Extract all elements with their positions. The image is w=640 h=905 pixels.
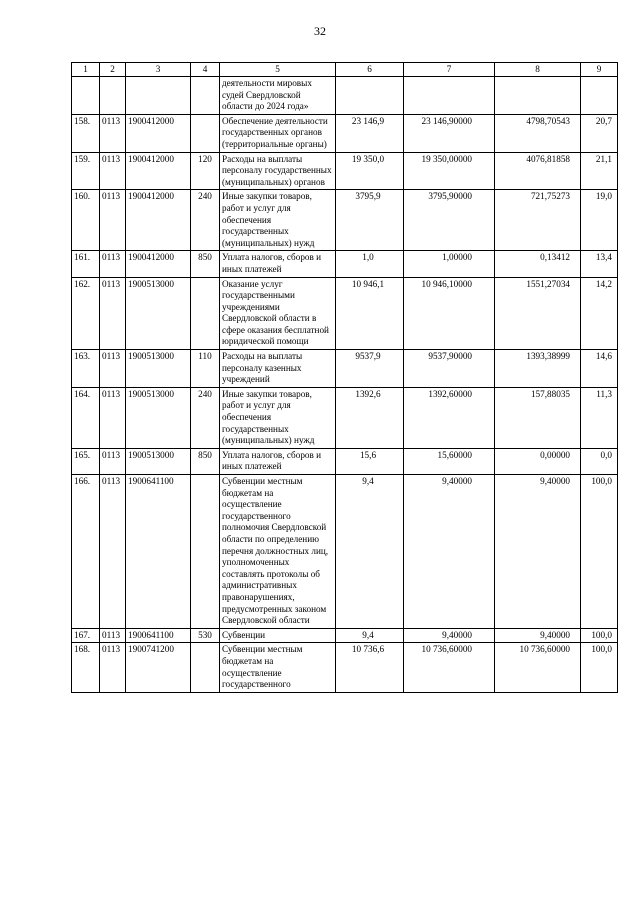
- table-row: [72, 277, 618, 350]
- continuation-text: деятельности мировых судей Свердловской области до 2024 года»: [220, 77, 336, 115]
- column-header: 5: [220, 63, 336, 77]
- table-row: [72, 114, 618, 152]
- execution-percent: 14,2: [581, 277, 618, 350]
- execution-percent: 11,3: [581, 387, 618, 448]
- kvsr-code: 0113: [100, 277, 126, 350]
- executed-amount: 1551,27034: [495, 277, 581, 350]
- kvsr-code: 0113: [100, 387, 126, 448]
- executed-amount: 9,40000: [495, 475, 581, 629]
- planned-amount: 19 350,0: [336, 152, 404, 190]
- column-header: 9: [581, 63, 618, 77]
- csr-code: 1900741200: [126, 643, 191, 692]
- execution-percent: 100,0: [581, 475, 618, 629]
- approved-amount: 19 350,00000: [404, 152, 495, 190]
- continuation-row: [72, 77, 618, 115]
- item-name: Уплата налогов, сборов и иных платежей: [220, 448, 336, 474]
- vr-code: [191, 114, 220, 152]
- item-name: Субвенции местным бюджетам на осуществление государственного: [220, 643, 336, 692]
- executed-amount: 9,40000: [495, 628, 581, 643]
- approved-amount: 15,60000: [404, 448, 495, 474]
- item-name: Обеспечение деятельности государственных органов (территориальные органы): [220, 114, 336, 152]
- vr-code: [191, 475, 220, 629]
- approved-amount: 1392,60000: [404, 387, 495, 448]
- row-number: 166.: [72, 475, 100, 629]
- table-row: [72, 448, 618, 474]
- planned-amount: 1392,6: [336, 387, 404, 448]
- item-name: Расходы на выплаты персоналу государственных (муниципальных) органов: [220, 152, 336, 190]
- planned-amount: 3795,9: [336, 190, 404, 251]
- executed-amount: 10 736,60000: [495, 643, 581, 692]
- executed-amount: 0,13412: [495, 251, 581, 277]
- approved-amount: 10 946,10000: [404, 277, 495, 350]
- approved-amount: 1,00000: [404, 251, 495, 277]
- csr-code: 1900412000: [126, 114, 191, 152]
- row-number: 165.: [72, 448, 100, 474]
- planned-amount: 10 736,6: [336, 643, 404, 692]
- row-number: 158.: [72, 114, 100, 152]
- table-row: [72, 643, 618, 692]
- vr-code: 120: [191, 152, 220, 190]
- executed-amount: 4076,81858: [495, 152, 581, 190]
- executed-amount: 721,75273: [495, 190, 581, 251]
- kvsr-code: 0113: [100, 350, 126, 388]
- csr-code: 1900412000: [126, 251, 191, 277]
- execution-percent: 19,0: [581, 190, 618, 251]
- table-row: [72, 190, 618, 251]
- vr-code: [191, 643, 220, 692]
- approved-amount: 9537,90000: [404, 350, 495, 388]
- budget-table: [71, 62, 618, 693]
- approved-amount: 10 736,60000: [404, 643, 495, 692]
- column-header: 7: [404, 63, 495, 77]
- approved-amount: 9,40000: [404, 475, 495, 629]
- column-header: 8: [495, 63, 581, 77]
- vr-code: 850: [191, 448, 220, 474]
- kvsr-code: 0113: [100, 251, 126, 277]
- csr-code: 1900641100: [126, 628, 191, 643]
- kvsr-code: 0113: [100, 475, 126, 629]
- csr-code: 1900513000: [126, 277, 191, 350]
- column-header: 3: [126, 63, 191, 77]
- vr-code: 110: [191, 350, 220, 388]
- execution-percent: 13,4: [581, 251, 618, 277]
- item-name: Субвенции местным бюджетам на осуществление государственного полномочия Свердловской области по определению перечня должностных лиц, уполномоченных составлять протоколы об административных правонарушениях, предусмотренных законом Свердловской области: [220, 475, 336, 629]
- approved-amount: 9,40000: [404, 628, 495, 643]
- csr-code: 1900513000: [126, 350, 191, 388]
- row-number: 161.: [72, 251, 100, 277]
- row-number: 159.: [72, 152, 100, 190]
- vr-code: [191, 277, 220, 350]
- execution-percent: 14,6: [581, 350, 618, 388]
- approved-amount: 3795,90000: [404, 190, 495, 251]
- item-name: Оказание услуг государственными учреждениями Свердловской области в сфере оказания бесплатной юридической помощи: [220, 277, 336, 350]
- approved-amount: 23 146,90000: [404, 114, 495, 152]
- vr-code: 240: [191, 190, 220, 251]
- page-number: 32: [314, 24, 326, 38]
- csr-code: 1900412000: [126, 152, 191, 190]
- vr-code: 850: [191, 251, 220, 277]
- executed-amount: 157,88035: [495, 387, 581, 448]
- column-header: 1: [72, 63, 100, 77]
- executed-amount: 0,00000: [495, 448, 581, 474]
- planned-amount: 10 946,1: [336, 277, 404, 350]
- executed-amount: 4798,70543: [495, 114, 581, 152]
- execution-percent: 0,0: [581, 448, 618, 474]
- item-name: Субвенции: [220, 628, 336, 643]
- row-number: 164.: [72, 387, 100, 448]
- csr-code: 1900513000: [126, 448, 191, 474]
- table-row: [72, 152, 618, 190]
- vr-code: 240: [191, 387, 220, 448]
- column-header: 6: [336, 63, 404, 77]
- column-header: 4: [191, 63, 220, 77]
- row-number: 163.: [72, 350, 100, 388]
- planned-amount: 15,6: [336, 448, 404, 474]
- planned-amount: 9,4: [336, 475, 404, 629]
- planned-amount: 23 146,9: [336, 114, 404, 152]
- row-number: 168.: [72, 643, 100, 692]
- kvsr-code: 0113: [100, 448, 126, 474]
- kvsr-code: 0113: [100, 190, 126, 251]
- item-name: Иные закупки товаров, работ и услуг для обеспечения государственных (муниципальных) нужд: [220, 387, 336, 448]
- row-number: 160.: [72, 190, 100, 251]
- kvsr-code: 0113: [100, 152, 126, 190]
- table-row: [72, 387, 618, 448]
- planned-amount: 1,0: [336, 251, 404, 277]
- kvsr-code: 0113: [100, 628, 126, 643]
- vr-code: 530: [191, 628, 220, 643]
- execution-percent: 21,1: [581, 152, 618, 190]
- planned-amount: 9,4: [336, 628, 404, 643]
- table-row: [72, 628, 618, 643]
- executed-amount: 1393,38999: [495, 350, 581, 388]
- kvsr-code: 0113: [100, 643, 126, 692]
- table-row: [72, 251, 618, 277]
- csr-code: 1900412000: [126, 190, 191, 251]
- kvsr-code: 0113: [100, 114, 126, 152]
- row-number: 162.: [72, 277, 100, 350]
- table-row: [72, 475, 618, 629]
- item-name: Уплата налогов, сборов и иных платежей: [220, 251, 336, 277]
- csr-code: 1900513000: [126, 387, 191, 448]
- execution-percent: 20,7: [581, 114, 618, 152]
- table-row: [72, 350, 618, 388]
- execution-percent: 100,0: [581, 643, 618, 692]
- execution-percent: 100,0: [581, 628, 618, 643]
- csr-code: 1900641100: [126, 475, 191, 629]
- item-name: Иные закупки товаров, работ и услуг для обеспечения государственных (муниципальных) нужд: [220, 190, 336, 251]
- row-number: 167.: [72, 628, 100, 643]
- header-row: [72, 63, 618, 77]
- column-header: 2: [100, 63, 126, 77]
- planned-amount: 9537,9: [336, 350, 404, 388]
- item-name: Расходы на выплаты персоналу казенных учреждений: [220, 350, 336, 388]
